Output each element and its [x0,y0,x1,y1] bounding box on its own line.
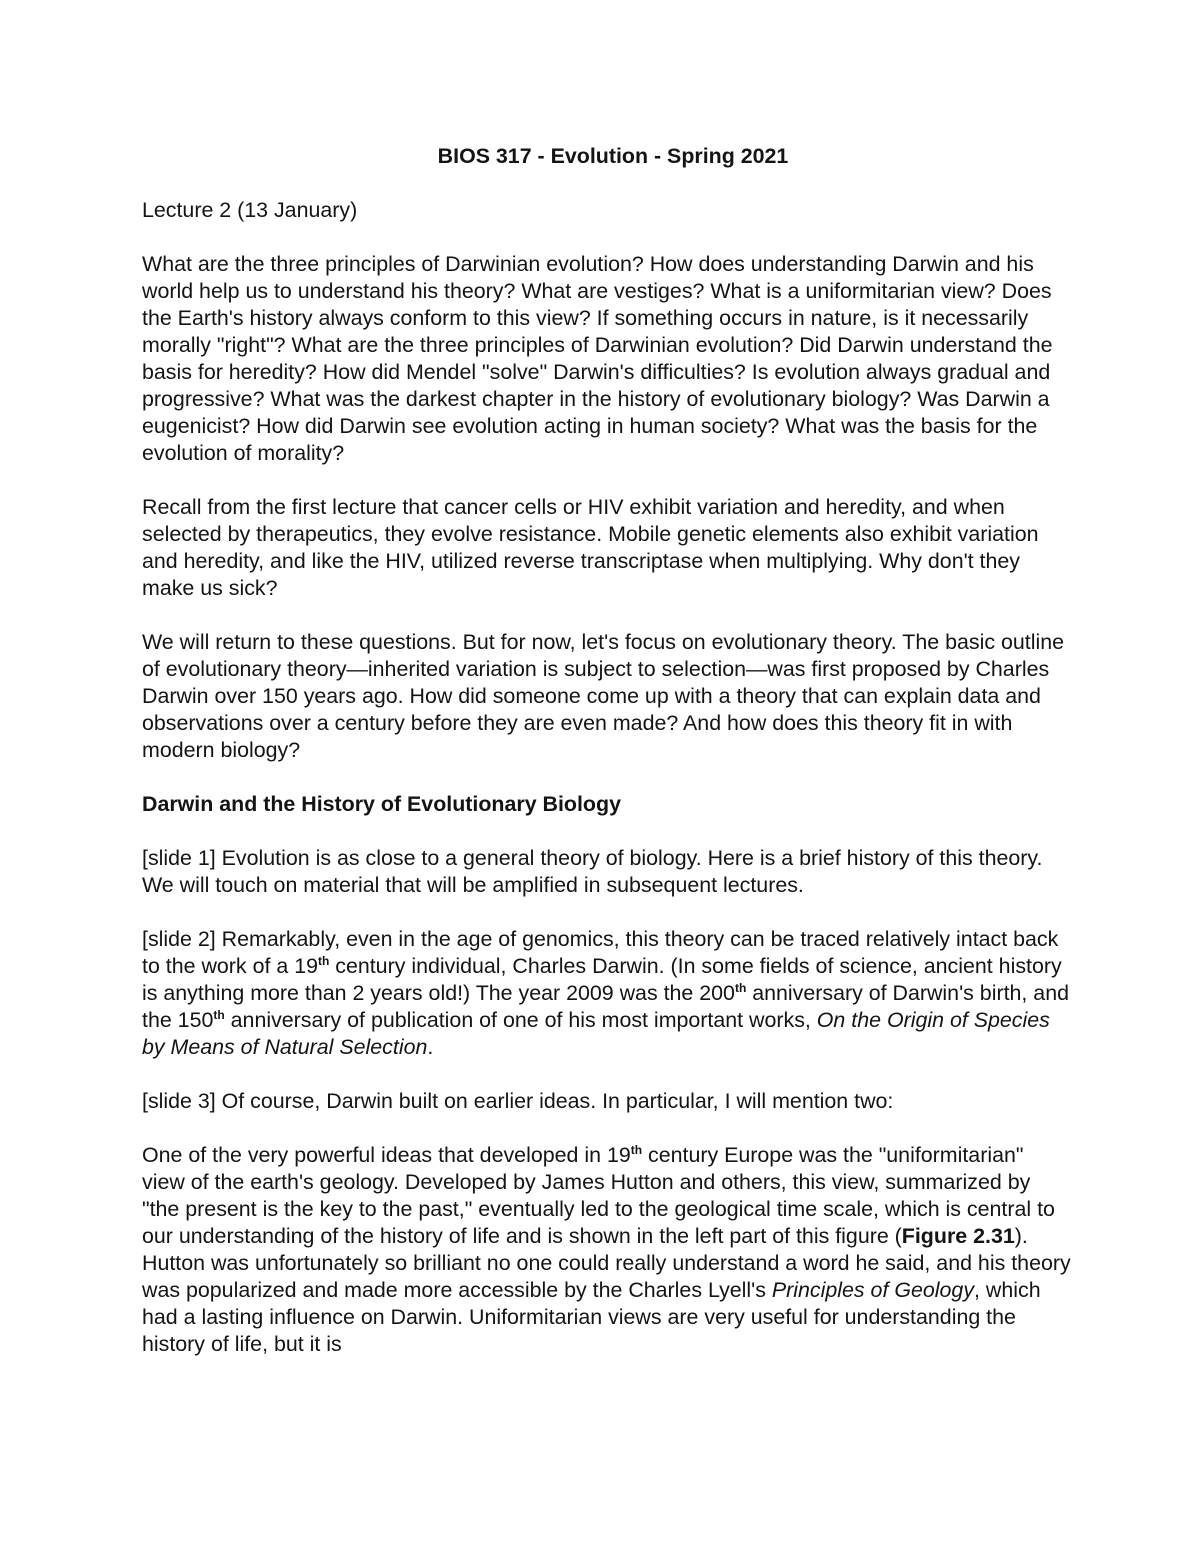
slide2-text-1: [slide 2] Remarkably, even in the age of genomics, this theory can be traced relatively intact back to the work of a 19 [142,927,1059,978]
book-title-geology: Principles of Geology [771,1278,975,1302]
uniformitarian-paragraph [142,1142,1072,1358]
slide2-text-2: century individual, Charles Darwin. (In some fields of science, ancient history is anything more than 2 years old!) The year 2009 was the 200 [142,954,1062,1005]
book-title-origin: On the Origin of Species by Means of Natural Selection [142,1008,1050,1059]
uniformitarian-text-3: ). Hutton was unfortunately so brilliant no one could really understand a word he said, and his theory was popularized and made more accessible by the Charles Lyell's [142,1224,1071,1302]
lecture-subtitle: Lecture 2 (13 January) [142,198,358,222]
questions-paragraph: What are the three principles of Darwinian evolution? How does understanding Darwin and his world help us to understand his theory? What are vestiges? What is a uniformitarian view? Does the Earth's history always conform to this view? If something occurs in nature, is it necessarily morally "right"? What are the three principles of Darwinian evolution? Did Darwin understand the basis for heredity? How did Mendel "solve" Darwin's difficulties? Is evolution always gradual and progressive? What was the darkest chapter in the history of evolutionary biology? Was Darwin a eugenicist? How did Darwin see evolution acting in human society? What was the basis for the evolution of morality? [142,252,1053,465]
section-heading: Darwin and the History of Evolutionary Biology [142,792,621,816]
document-body [142,143,1072,1385]
slide3-paragraph: [slide 3] Of course, Darwin built on earlier ideas. In particular, I will mention two: [142,1089,894,1113]
slide2-paragraph [142,926,1072,1061]
ordinal-superscript: th [317,954,330,968]
ordinal-superscript: th [734,981,747,995]
slide2-text-5: . [427,1035,434,1059]
uniformitarian-text-1: One of the very powerful ideas that developed in 19 [142,1143,631,1167]
ordinal-superscript: th [213,1008,225,1022]
ordinal-superscript: th [630,1143,643,1157]
recall-paragraph: Recall from the first lecture that cancer cells or HIV exhibit variation and heredity, and when selected by therapeutics, they evolve resistance. Mobile genetic elements also exhibit variation and heredity, and like the HIV, utilized reverse transcriptase when multiplying. Why don't they make us sick? [142,495,1039,600]
slide2-text-4: anniversary of publication of one of his most important works, [224,1008,817,1032]
figure-reference: Figure 2.31 [901,1224,1015,1248]
uniformitarian-text-2: century Europe was the "uniformitarian" view of the earth's geology. Developed by James Hutton and others, this view, summarized by "the present is the key to the past," eventually led to the geological time scale, which is central to our understanding of the history of life and is shown in the left part of this figure ( [142,1143,1055,1248]
return-paragraph: We will return to these questions. But for now, let's focus on evolutionary theory. The basic outline of evolutionary theory—inherited variation is subject to selection—was first proposed by Charles Darwin over 150 years ago. How did someone come up with a theory that can explain data and observations over a century before they are even made? And how does this theory fit in with modern biology? [142,630,1064,762]
slide2-text-3: anniversary of Darwin's birth, and the 150 [142,981,1069,1032]
uniformitarian-text-4: , which had a lasting influence on Darwin. Uniformitarian views are very useful for understanding the history of life, but it is [142,1278,1041,1356]
slide1-paragraph: [slide 1] Evolution is as close to a general theory of biology. Here is a brief history of this theory. We will touch on material that will be amplified in subsequent lectures. [142,846,1043,897]
document-title: BIOS 317 - Evolution - Spring 2021 [437,144,789,168]
